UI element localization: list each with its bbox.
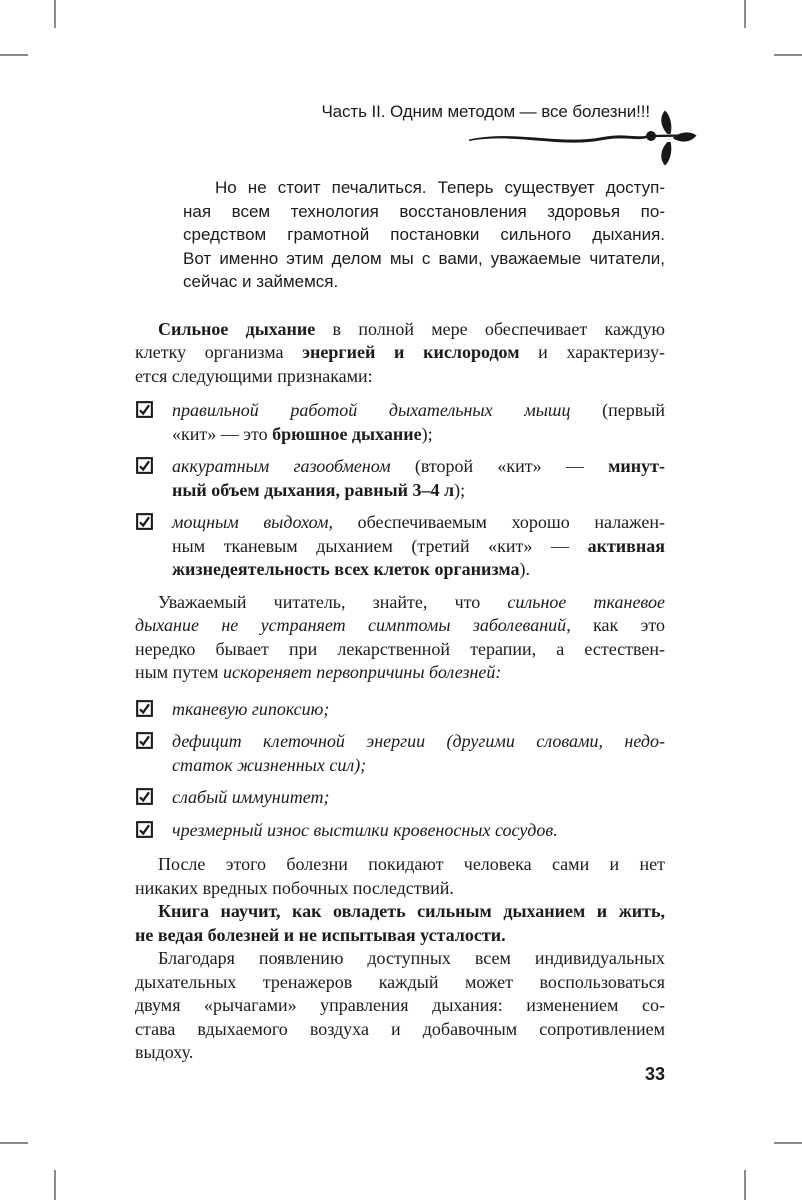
crop-mark-top-right-horizontal — [774, 54, 802, 56]
text-line — [172, 558, 665, 582]
diseases-leave-paragraph — [135, 853, 665, 900]
checklist-item — [135, 819, 665, 843]
text-run: (первый — [570, 400, 665, 420]
text-run: става вдыхаемого воздуха и добавочным сопротивлением — [135, 1018, 665, 1039]
text-line — [135, 877, 665, 901]
text-line — [135, 365, 665, 389]
text-run: активная — [587, 535, 665, 556]
text-line — [135, 1041, 665, 1065]
checklist-item-text — [172, 455, 665, 502]
checklist-item — [135, 730, 665, 777]
text-line — [172, 819, 665, 843]
crop-mark-bottom-right-horizontal — [774, 1142, 802, 1144]
text-run: ным тканевым дыханием (третий «кит» — — [172, 535, 588, 556]
text-run: средством грамотной постановки сильного дыхания. — [183, 225, 665, 244]
crop-mark-bottom-right-vertical — [744, 1170, 746, 1200]
running-head: Часть II. Одним методом — все болезни!!! — [321, 102, 650, 121]
text-line — [183, 270, 665, 294]
text-line — [135, 900, 665, 924]
reader-note-paragraph — [135, 591, 665, 685]
text-run: брюшное дыхание — [272, 423, 422, 444]
checklist-item-text — [172, 399, 665, 446]
text-run: энергией и кислородом — [302, 342, 520, 362]
crop-mark-top-left-vertical — [54, 0, 56, 28]
text-run: Сильное дыхание — [158, 318, 316, 339]
text-run: ется следующими признаками: — [135, 365, 373, 386]
text-line — [135, 318, 665, 342]
text-run: Благодаря появлению доступных всем индивидуальных — [158, 948, 665, 968]
flourish-ornament-icon — [455, 106, 700, 168]
text-run: Книга научит, как овладеть сильным дыханием и жить, — [158, 901, 665, 921]
text-line — [135, 947, 665, 971]
checklist-item-text — [172, 730, 665, 777]
text-run: выдоху. — [135, 1042, 194, 1062]
text-line — [135, 661, 665, 685]
strong-breathing-paragraph — [135, 318, 665, 389]
page-number: 33 — [644, 1064, 665, 1084]
text-line — [172, 479, 665, 503]
text-line — [172, 423, 665, 447]
text-run: ); — [454, 479, 466, 500]
checklist-item-text — [172, 698, 665, 722]
crop-mark-bottom-left-vertical — [54, 1170, 56, 1200]
intro-paragraph — [183, 176, 665, 294]
checked-checkbox-icon — [136, 457, 153, 474]
text-line — [183, 223, 665, 247]
text-run: и характеризу- — [519, 342, 665, 362]
text-run: сейчас и займемся. — [183, 272, 339, 291]
text-line — [135, 341, 665, 365]
text-line — [172, 754, 665, 778]
text-run: сильное тканевое — [507, 591, 665, 612]
text-line — [135, 924, 665, 948]
text-run: , как это — [566, 615, 665, 635]
page-content — [135, 176, 665, 1065]
text-line — [183, 247, 665, 271]
text-run: в полной мере обеспечивает каждую — [315, 318, 665, 339]
text-run: ным путем — [135, 662, 223, 682]
text-run: «кит» — это — [172, 423, 273, 444]
text-run: двумя «рычагами» управления дыхания: изменением со- — [135, 995, 665, 1015]
text-run: чрезмерный износ выстилки кровеносных сосудов. — [172, 819, 558, 840]
breathing-signs-checklist — [135, 399, 665, 582]
text-line — [172, 730, 665, 754]
text-run: ный объем дыхания, равный 3–4 л — [172, 479, 455, 500]
text-run: Вот именно этим делом мы с вами, уважаемые читатели, — [183, 248, 665, 268]
text-run: , обеспечиваемым хорошо налажен- — [328, 512, 665, 532]
checklist-item-text — [172, 511, 665, 582]
text-line — [135, 994, 665, 1018]
checked-checkbox-icon — [136, 788, 153, 805]
checklist-item-text — [172, 786, 665, 810]
book-promise-paragraph — [135, 900, 665, 947]
text-line — [172, 786, 665, 810]
text-line — [172, 535, 665, 559]
text-run: правильной работой дыхательных мышц — [172, 400, 571, 420]
text-run: дыхание не устраняет симптомы заболеваний — [135, 615, 567, 635]
text-run: тканевую гипоксию; — [172, 698, 330, 719]
checklist-item — [135, 511, 665, 582]
checked-checkbox-icon — [136, 821, 153, 838]
root-causes-checklist — [135, 698, 665, 843]
text-line — [135, 638, 665, 662]
text-run: (второй «кит» — — [390, 456, 609, 476]
text-run: искореняет первопричины болезней: — [223, 662, 502, 682]
checklist-item-text — [172, 819, 665, 843]
checklist-item — [135, 455, 665, 502]
text-line — [183, 200, 665, 224]
text-run: Уважаемый читатель, знайте, что — [158, 591, 508, 612]
text-line — [135, 971, 665, 995]
text-run: После этого болезни покидают человека сами и нет — [158, 854, 665, 874]
breathing-trainers-paragraph — [135, 947, 665, 1065]
crop-mark-bottom-left-horizontal — [0, 1142, 28, 1144]
text-run: жизнедеятельность всех клеток организма — [172, 559, 520, 579]
text-run: ). — [519, 559, 531, 579]
text-line — [172, 399, 665, 423]
text-line — [183, 176, 665, 200]
text-run: дыхательных тренажеров каждый может воспользоваться — [135, 971, 665, 992]
checked-checkbox-icon — [136, 700, 153, 717]
text-line — [135, 614, 665, 638]
text-line — [135, 853, 665, 877]
text-run: аккуратным газообменом — [172, 456, 391, 476]
text-run: дефицит клеточной энергии (другими словами, недо- — [172, 731, 665, 751]
text-run: не ведая болезней и не испытывая усталости. — [135, 924, 506, 945]
text-run: ); — [421, 423, 433, 444]
text-line — [135, 1018, 665, 1042]
checked-checkbox-icon — [136, 732, 153, 749]
crop-mark-top-left-horizontal — [0, 54, 28, 56]
text-line — [172, 511, 665, 535]
checklist-item — [135, 786, 665, 810]
checklist-item — [135, 698, 665, 722]
checked-checkbox-icon — [136, 401, 153, 418]
text-run: минут- — [608, 456, 665, 476]
text-run: нередко бывает при лекарственной терапии, а естествен- — [135, 638, 665, 659]
checked-checkbox-icon — [136, 513, 153, 530]
text-line — [172, 698, 665, 722]
checklist-item — [135, 399, 665, 446]
text-run: мощным выдохом — [172, 512, 329, 532]
text-run: статок жизненных сил); — [172, 754, 367, 775]
text-run: Но не стоит печалиться. Теперь существует доступ- — [215, 178, 665, 197]
text-line — [172, 455, 665, 479]
text-run: никаких вредных побочных последствий. — [135, 877, 454, 898]
text-run: клетку организма — [135, 342, 303, 362]
text-run: ная всем технология восстановления здоровья по- — [183, 201, 665, 221]
text-line — [135, 591, 665, 615]
text-run: слабый иммунитет; — [172, 787, 330, 807]
crop-mark-top-right-vertical — [744, 0, 746, 28]
